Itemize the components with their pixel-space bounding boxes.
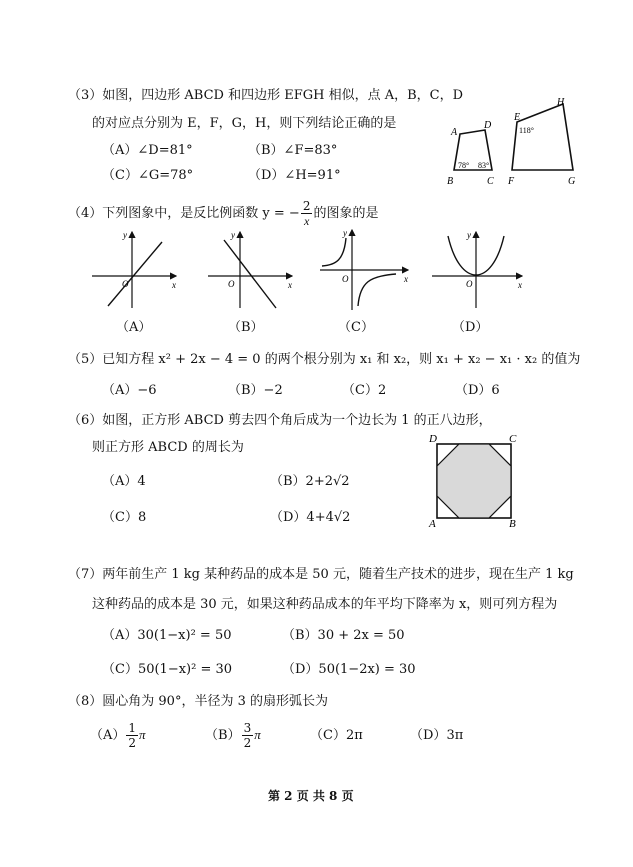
q4-stem [68, 200, 378, 227]
q7-option-b: （B）30 + 2x = 50 [282, 628, 405, 643]
label-d: D [429, 433, 437, 445]
q4-graphs [80, 226, 540, 316]
q3-similar-quadrilaterals-figure [440, 92, 580, 192]
svg-text:O: O [342, 274, 349, 284]
q5-stem: （5）已知方程 x² + 2x − 4 = 0 的两个根分别为 x₁ 和 x₂，则 x₁ + x₂ − x₁ · x₂ 的值为 [68, 352, 581, 367]
svg-text:O: O [228, 279, 235, 289]
regular-octagon [437, 444, 511, 518]
q6-option-c: （C）8 [102, 510, 147, 525]
svg-text:O: O [466, 279, 473, 289]
graph-c-branch-right [358, 274, 396, 306]
q8-stem: （8）圆心角为 90°，半径为 3 的扇形弧长为 [68, 694, 328, 709]
page-footer: 第 2 页 共 8 页 [268, 789, 354, 803]
quad-efgh [512, 104, 573, 170]
angle-b-label: 78° [458, 161, 470, 170]
q5-option-c: （C）2 [342, 383, 387, 398]
q8-option-b: （B） $\frac{3}{2}$ π [205, 721, 261, 750]
graph-d [432, 230, 522, 308]
q3-option-d: （D）∠H=91° [248, 168, 341, 183]
svg-text:x: x [172, 280, 176, 290]
angle-e-label: 118° [519, 126, 534, 135]
graph-c [320, 228, 408, 310]
q3-stem-line2: 的对应点分别为 E，F，G，H，则下列结论正确的是 [92, 116, 397, 131]
svg-text:O: O [122, 279, 129, 289]
q6-option-a: （A）4 [102, 474, 146, 489]
q7-option-d: （D）50(1−2x) = 30 [282, 662, 416, 677]
q5-option-a: （A）−6 [102, 383, 157, 398]
label-a: A [429, 518, 436, 528]
label-f: F [508, 176, 515, 187]
q5-option-d: （D）6 [455, 383, 500, 398]
label-a: A [451, 127, 458, 138]
graph-a-line [108, 242, 162, 306]
q3-option-b: （B）∠F=83° [248, 143, 338, 158]
svg-text:y: y [231, 230, 235, 240]
q4-fraction: $\frac{2}{x}$ [302, 199, 311, 228]
label-c: C [487, 176, 494, 187]
q6-octagon-figure [425, 432, 525, 528]
graph-b [208, 230, 292, 308]
q3-stem-line1: （3）如图，四边形 ABCD 和四边形 EFGH 相似，点 A，B，C，D [68, 88, 464, 103]
q6-stem-line1: （6）如图，正方形 ABCD 剪去四个角后成为一个边长为 1 的正八边形， [68, 413, 492, 428]
q4-label-c: （C） [338, 320, 374, 335]
svg-text:y: y [343, 228, 347, 238]
angle-c-label: 83° [478, 161, 490, 170]
q7-stem-line2: 这种药品的成本是 30 元，如果这种药品成本的年平均下降率为 x，则可列方程为 [92, 597, 558, 612]
q8-option-c: （C）2π [310, 728, 363, 743]
q4-label-d: （D） [452, 320, 489, 335]
q7-option-a: （A）30(1−x)² = 50 [102, 628, 232, 643]
label-h: H [557, 97, 565, 108]
q4-prefix: （4）下列图象中，是反比例函数 y = − [68, 206, 300, 221]
q3-option-c: （C）∠G=78° [102, 168, 194, 183]
q6-option-d: （D）4+4√2 [270, 510, 351, 525]
q7-stem-line1: （7）两年前生产 1 kg 某种药品的成本是 50 元，随着生产技术的进步，现在生产 1 kg [68, 567, 574, 582]
svg-text:x: x [518, 280, 522, 290]
q4-suffix: 的图象的是 [313, 206, 379, 221]
svg-text:y: y [467, 230, 471, 240]
q4-label-b: （B） [228, 320, 264, 335]
svg-text:y: y [123, 230, 127, 240]
svg-text:x: x [404, 274, 408, 284]
svg-text:x: x [288, 280, 292, 290]
q6-option-b: （B）2+2√2 [270, 474, 350, 489]
graph-a [92, 230, 176, 308]
graph-b-line [224, 240, 276, 308]
graph-c-branch-left [322, 238, 346, 266]
label-b: B [447, 176, 454, 187]
label-c: C [509, 433, 517, 445]
q5-option-b: （B）−2 [228, 383, 283, 398]
q4-label-a: （A） [116, 320, 152, 335]
q3-option-a: （A）∠D=81° [102, 143, 193, 158]
q7-option-c: （C）50(1−x)² = 30 [102, 662, 233, 677]
q8-option-a: （A） $\frac{1}{2}$ π [90, 721, 146, 750]
label-b: B [509, 518, 516, 528]
q6-stem-line2: 则正方形 ABCD 的周长为 [92, 440, 244, 455]
label-g: G [568, 176, 576, 187]
label-d: D [484, 120, 492, 131]
label-e: E [514, 112, 521, 123]
q8-option-d: （D）3π [410, 728, 464, 743]
